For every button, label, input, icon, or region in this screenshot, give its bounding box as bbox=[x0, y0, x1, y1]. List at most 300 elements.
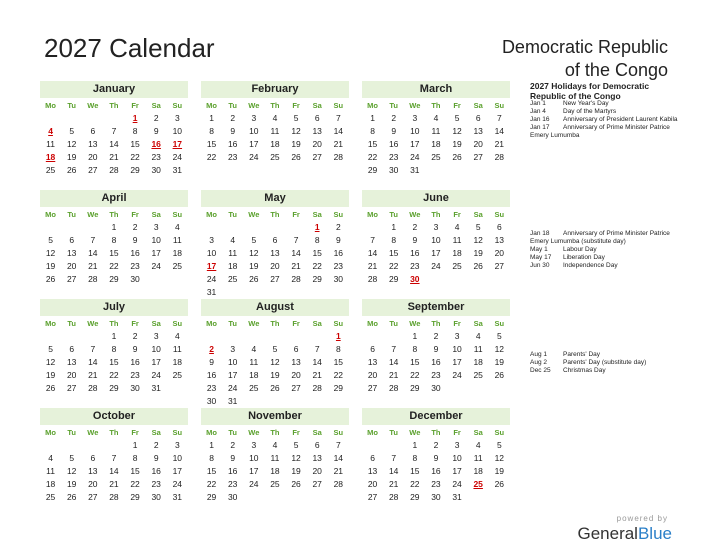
day-cell[interactable]: 23 bbox=[227, 152, 238, 162]
day-cell[interactable]: 27 bbox=[66, 383, 77, 393]
day-cell[interactable]: 29 bbox=[130, 165, 140, 175]
day-cell[interactable]: 18 bbox=[172, 248, 183, 258]
day-cell[interactable]: 6 bbox=[272, 235, 278, 245]
day-cell[interactable]: 2 bbox=[335, 222, 341, 232]
day-cell[interactable]: 18 bbox=[473, 466, 483, 476]
day-cell[interactable]: 29 bbox=[206, 492, 217, 502]
day-cell[interactable]: 6 bbox=[293, 344, 299, 354]
day-cell[interactable]: 21 bbox=[88, 370, 98, 380]
day-cell[interactable]: 21 bbox=[494, 139, 505, 149]
day-cell[interactable]: 23 bbox=[227, 479, 238, 489]
day-cell[interactable]: 5 bbox=[48, 235, 53, 245]
day-cell[interactable]: 26 bbox=[45, 274, 56, 284]
day-cell[interactable]: 12 bbox=[473, 235, 483, 245]
day-cell[interactable]: 12 bbox=[452, 126, 462, 136]
day-cell[interactable]: 7 bbox=[496, 113, 502, 123]
day-cell[interactable]: 12 bbox=[494, 344, 505, 354]
day-cell[interactable]: 13 bbox=[291, 357, 301, 367]
day-cell[interactable]: 7 bbox=[90, 235, 96, 245]
holiday-day-cell[interactable]: 17 bbox=[206, 261, 217, 271]
day-cell[interactable]: 30 bbox=[151, 492, 161, 502]
day-cell[interactable]: 30 bbox=[130, 383, 140, 393]
day-cell[interactable]: 23 bbox=[431, 479, 441, 489]
day-cell[interactable]: 15 bbox=[410, 357, 420, 367]
day-cell[interactable]: 14 bbox=[291, 248, 301, 258]
day-cell[interactable]: 4 bbox=[174, 331, 180, 341]
holiday-day-cell[interactable]: 30 bbox=[410, 274, 420, 284]
day-cell[interactable]: 6 bbox=[69, 235, 75, 245]
day-cell[interactable]: 24 bbox=[249, 479, 259, 489]
day-cell[interactable]: 23 bbox=[151, 152, 161, 162]
day-cell[interactable]: 17 bbox=[249, 139, 259, 149]
day-cell[interactable]: 26 bbox=[270, 383, 280, 393]
day-cell[interactable]: 13 bbox=[66, 357, 77, 367]
day-cell[interactable]: 13 bbox=[88, 139, 98, 149]
day-cell[interactable]: 4 bbox=[251, 344, 257, 354]
day-cell[interactable]: 28 bbox=[494, 152, 505, 162]
day-cell[interactable]: 6 bbox=[496, 222, 502, 232]
day-cell[interactable]: 19 bbox=[66, 152, 77, 162]
day-cell[interactable]: 16 bbox=[410, 248, 420, 258]
day-cell[interactable]: 11 bbox=[249, 357, 259, 367]
holiday-day-cell[interactable]: 25 bbox=[473, 479, 483, 489]
day-cell[interactable]: 18 bbox=[452, 248, 462, 258]
day-cell[interactable]: 31 bbox=[410, 165, 420, 175]
day-cell[interactable]: 18 bbox=[473, 357, 483, 367]
day-cell[interactable]: 13 bbox=[88, 466, 98, 476]
day-cell[interactable]: 19 bbox=[45, 261, 56, 271]
day-cell[interactable]: 6 bbox=[314, 440, 320, 450]
day-cell[interactable]: 8 bbox=[132, 453, 138, 463]
day-cell[interactable]: 17 bbox=[151, 357, 161, 367]
day-cell[interactable]: 8 bbox=[370, 126, 375, 136]
day-cell[interactable]: 27 bbox=[312, 479, 322, 489]
day-cell[interactable]: 2 bbox=[153, 440, 159, 450]
day-cell[interactable]: 11 bbox=[172, 344, 182, 354]
day-cell[interactable]: 23 bbox=[388, 152, 399, 162]
day-cell[interactable]: 22 bbox=[130, 479, 140, 489]
day-cell[interactable]: 15 bbox=[109, 248, 119, 258]
day-cell[interactable]: 9 bbox=[153, 126, 159, 136]
day-cell[interactable]: 2 bbox=[153, 113, 159, 123]
day-cell[interactable]: 14 bbox=[333, 453, 344, 463]
day-cell[interactable]: 18 bbox=[270, 466, 280, 476]
day-cell[interactable]: 29 bbox=[367, 165, 378, 175]
holiday-day-cell[interactable]: 18 bbox=[45, 152, 56, 162]
day-cell[interactable]: 30 bbox=[151, 165, 161, 175]
day-cell[interactable]: 14 bbox=[333, 126, 344, 136]
day-cell[interactable]: 5 bbox=[496, 440, 502, 450]
day-cell[interactable]: 14 bbox=[312, 357, 322, 367]
day-cell[interactable]: 21 bbox=[109, 152, 119, 162]
day-cell[interactable]: 20 bbox=[291, 370, 301, 380]
day-cell[interactable]: 24 bbox=[431, 261, 441, 271]
day-cell[interactable]: 27 bbox=[270, 274, 280, 284]
day-cell[interactable]: 27 bbox=[88, 492, 98, 502]
day-cell[interactable]: 2 bbox=[132, 222, 138, 232]
day-cell[interactable]: 25 bbox=[249, 383, 259, 393]
day-cell[interactable]: 3 bbox=[153, 222, 159, 232]
day-cell[interactable]: 9 bbox=[335, 235, 341, 245]
day-cell[interactable]: 27 bbox=[494, 261, 505, 271]
day-cell[interactable]: 22 bbox=[130, 152, 140, 162]
day-cell[interactable]: 16 bbox=[130, 248, 140, 258]
day-cell[interactable]: 19 bbox=[473, 248, 483, 258]
day-cell[interactable]: 5 bbox=[293, 440, 299, 450]
day-cell[interactable]: 19 bbox=[494, 357, 505, 367]
day-cell[interactable]: 27 bbox=[312, 152, 322, 162]
day-cell[interactable]: 16 bbox=[151, 466, 161, 476]
day-cell[interactable]: 10 bbox=[452, 344, 462, 354]
day-cell[interactable]: 19 bbox=[291, 139, 301, 149]
day-cell[interactable]: 19 bbox=[66, 479, 77, 489]
day-cell[interactable]: 22 bbox=[206, 479, 217, 489]
day-cell[interactable]: 12 bbox=[45, 357, 56, 367]
day-cell[interactable]: 28 bbox=[109, 165, 119, 175]
day-cell[interactable]: 9 bbox=[209, 357, 214, 367]
day-cell[interactable]: 16 bbox=[431, 466, 441, 476]
day-cell[interactable]: 22 bbox=[367, 152, 378, 162]
day-cell[interactable]: 1 bbox=[412, 331, 418, 341]
day-cell[interactable]: 1 bbox=[370, 113, 375, 123]
day-cell[interactable]: 10 bbox=[249, 453, 259, 463]
day-cell[interactable]: 15 bbox=[367, 139, 378, 149]
day-cell[interactable]: 10 bbox=[452, 453, 462, 463]
day-cell[interactable]: 26 bbox=[66, 165, 77, 175]
day-cell[interactable]: 17 bbox=[172, 466, 183, 476]
day-cell[interactable]: 10 bbox=[151, 344, 161, 354]
day-cell[interactable]: 15 bbox=[410, 466, 420, 476]
day-cell[interactable]: 28 bbox=[312, 383, 322, 393]
day-cell[interactable]: 1 bbox=[391, 222, 397, 232]
day-cell[interactable]: 27 bbox=[473, 152, 483, 162]
day-cell[interactable]: 13 bbox=[494, 235, 505, 245]
day-cell[interactable]: 13 bbox=[66, 248, 77, 258]
day-cell[interactable]: 22 bbox=[388, 261, 399, 271]
day-cell[interactable]: 28 bbox=[367, 274, 378, 284]
day-cell[interactable]: 21 bbox=[88, 261, 98, 271]
day-cell[interactable]: 11 bbox=[270, 453, 280, 463]
day-cell[interactable]: 25 bbox=[45, 492, 56, 502]
day-cell[interactable]: 11 bbox=[270, 126, 280, 136]
day-cell[interactable]: 20 bbox=[270, 261, 280, 271]
day-cell[interactable]: 25 bbox=[431, 152, 441, 162]
day-cell[interactable]: 9 bbox=[132, 235, 138, 245]
day-cell[interactable]: 30 bbox=[130, 274, 140, 284]
day-cell[interactable]: 11 bbox=[46, 139, 55, 149]
day-cell[interactable]: 27 bbox=[291, 383, 301, 393]
day-cell[interactable]: 28 bbox=[388, 383, 399, 393]
day-cell[interactable]: 3 bbox=[251, 440, 257, 450]
day-cell[interactable]: 24 bbox=[172, 152, 183, 162]
day-cell[interactable]: 6 bbox=[314, 113, 320, 123]
day-cell[interactable]: 11 bbox=[172, 235, 182, 245]
day-cell[interactable]: 4 bbox=[174, 222, 180, 232]
day-cell[interactable]: 16 bbox=[130, 357, 140, 367]
day-cell[interactable]: 25 bbox=[172, 370, 183, 380]
day-cell[interactable]: 22 bbox=[410, 370, 420, 380]
day-cell[interactable]: 31 bbox=[452, 492, 462, 502]
day-cell[interactable]: 18 bbox=[249, 370, 259, 380]
day-cell[interactable]: 3 bbox=[174, 440, 180, 450]
day-cell[interactable]: 20 bbox=[312, 466, 322, 476]
day-cell[interactable]: 26 bbox=[473, 261, 483, 271]
day-cell[interactable]: 16 bbox=[431, 357, 441, 367]
day-cell[interactable]: 3 bbox=[209, 235, 214, 245]
day-cell[interactable]: 11 bbox=[228, 248, 238, 258]
day-cell[interactable]: 6 bbox=[370, 344, 375, 354]
day-cell[interactable]: 7 bbox=[90, 344, 96, 354]
day-cell[interactable]: 20 bbox=[367, 479, 378, 489]
day-cell[interactable]: 9 bbox=[433, 453, 439, 463]
day-cell[interactable]: 11 bbox=[452, 235, 462, 245]
day-cell[interactable]: 14 bbox=[88, 248, 98, 258]
day-cell[interactable]: 19 bbox=[452, 139, 462, 149]
day-cell[interactable]: 5 bbox=[251, 235, 257, 245]
day-cell[interactable]: 16 bbox=[388, 139, 399, 149]
day-cell[interactable]: 28 bbox=[291, 274, 301, 284]
day-cell[interactable]: 8 bbox=[412, 453, 418, 463]
day-cell[interactable]: 5 bbox=[272, 344, 278, 354]
holiday-day-cell[interactable]: 2 bbox=[209, 344, 214, 354]
day-cell[interactable]: 6 bbox=[90, 453, 96, 463]
day-cell[interactable]: 20 bbox=[367, 370, 378, 380]
day-cell[interactable]: 12 bbox=[66, 139, 77, 149]
day-cell[interactable]: 20 bbox=[312, 139, 322, 149]
day-cell[interactable]: 29 bbox=[410, 492, 420, 502]
day-cell[interactable]: 29 bbox=[410, 383, 420, 393]
day-cell[interactable]: 28 bbox=[109, 492, 119, 502]
day-cell[interactable]: 11 bbox=[431, 126, 441, 136]
day-cell[interactable]: 8 bbox=[111, 235, 117, 245]
day-cell[interactable]: 23 bbox=[130, 370, 140, 380]
day-cell[interactable]: 14 bbox=[367, 248, 378, 258]
day-cell[interactable]: 2 bbox=[433, 440, 439, 450]
day-cell[interactable]: 4 bbox=[272, 440, 278, 450]
holiday-day-cell[interactable]: 1 bbox=[335, 331, 341, 341]
day-cell[interactable]: 12 bbox=[45, 248, 56, 258]
day-cell[interactable]: 22 bbox=[109, 370, 119, 380]
day-cell[interactable]: 21 bbox=[291, 261, 301, 271]
day-cell[interactable]: 22 bbox=[109, 261, 119, 271]
day-cell[interactable]: 21 bbox=[388, 370, 399, 380]
day-cell[interactable]: 1 bbox=[132, 440, 138, 450]
day-cell[interactable]: 11 bbox=[473, 344, 483, 354]
day-cell[interactable]: 24 bbox=[172, 479, 183, 489]
day-cell[interactable]: 22 bbox=[410, 479, 420, 489]
day-cell[interactable]: 22 bbox=[312, 261, 322, 271]
day-cell[interactable]: 20 bbox=[88, 479, 98, 489]
day-cell[interactable]: 4 bbox=[475, 331, 481, 341]
day-cell[interactable]: 9 bbox=[230, 126, 236, 136]
day-cell[interactable]: 10 bbox=[249, 126, 259, 136]
day-cell[interactable]: 11 bbox=[473, 453, 483, 463]
day-cell[interactable]: 10 bbox=[227, 357, 238, 367]
day-cell[interactable]: 31 bbox=[227, 396, 238, 406]
day-cell[interactable]: 20 bbox=[66, 261, 77, 271]
day-cell[interactable]: 9 bbox=[153, 453, 159, 463]
day-cell[interactable]: 10 bbox=[172, 126, 183, 136]
holiday-day-cell[interactable]: 1 bbox=[132, 113, 138, 123]
day-cell[interactable]: 25 bbox=[473, 370, 483, 380]
day-cell[interactable]: 27 bbox=[367, 492, 378, 502]
day-cell[interactable]: 31 bbox=[172, 165, 183, 175]
day-cell[interactable]: 17 bbox=[431, 248, 441, 258]
day-cell[interactable]: 28 bbox=[88, 383, 98, 393]
day-cell[interactable]: 12 bbox=[291, 453, 301, 463]
day-cell[interactable]: 29 bbox=[312, 274, 322, 284]
day-cell[interactable]: 15 bbox=[388, 248, 399, 258]
day-cell[interactable]: 16 bbox=[227, 466, 238, 476]
day-cell[interactable]: 21 bbox=[109, 479, 119, 489]
day-cell[interactable]: 20 bbox=[473, 139, 483, 149]
day-cell[interactable]: 12 bbox=[249, 248, 259, 258]
day-cell[interactable]: 23 bbox=[130, 261, 140, 271]
day-cell[interactable]: 3 bbox=[251, 113, 257, 123]
day-cell[interactable]: 6 bbox=[370, 453, 375, 463]
day-cell[interactable]: 2 bbox=[412, 222, 418, 232]
day-cell[interactable]: 29 bbox=[333, 383, 344, 393]
day-cell[interactable]: 14 bbox=[494, 126, 505, 136]
day-cell[interactable]: 26 bbox=[494, 370, 505, 380]
day-cell[interactable]: 25 bbox=[45, 165, 56, 175]
day-cell[interactable]: 7 bbox=[111, 453, 117, 463]
holiday-day-cell[interactable]: 16 bbox=[151, 139, 161, 149]
day-cell[interactable]: 29 bbox=[388, 274, 399, 284]
day-cell[interactable]: 8 bbox=[314, 235, 320, 245]
day-cell[interactable]: 5 bbox=[293, 113, 299, 123]
day-cell[interactable]: 7 bbox=[293, 235, 299, 245]
day-cell[interactable]: 26 bbox=[291, 152, 301, 162]
day-cell[interactable]: 3 bbox=[412, 113, 418, 123]
day-cell[interactable]: 3 bbox=[454, 331, 460, 341]
day-cell[interactable]: 25 bbox=[270, 152, 280, 162]
day-cell[interactable]: 31 bbox=[172, 492, 183, 502]
day-cell[interactable]: 17 bbox=[410, 139, 420, 149]
day-cell[interactable]: 29 bbox=[130, 492, 140, 502]
day-cell[interactable]: 25 bbox=[227, 274, 238, 284]
day-cell[interactable]: 8 bbox=[209, 126, 214, 136]
day-cell[interactable]: 19 bbox=[291, 466, 301, 476]
day-cell[interactable]: 26 bbox=[494, 479, 505, 489]
day-cell[interactable]: 8 bbox=[111, 344, 117, 354]
day-cell[interactable]: 19 bbox=[494, 466, 505, 476]
day-cell[interactable]: 12 bbox=[270, 357, 280, 367]
day-cell[interactable]: 9 bbox=[433, 344, 439, 354]
day-cell[interactable]: 13 bbox=[312, 453, 322, 463]
day-cell[interactable]: 10 bbox=[151, 235, 161, 245]
day-cell[interactable]: 13 bbox=[270, 248, 280, 258]
day-cell[interactable]: 15 bbox=[312, 248, 322, 258]
day-cell[interactable]: 23 bbox=[431, 370, 441, 380]
day-cell[interactable]: 16 bbox=[206, 370, 217, 380]
day-cell[interactable]: 18 bbox=[45, 479, 56, 489]
day-cell[interactable]: 17 bbox=[452, 357, 462, 367]
day-cell[interactable]: 23 bbox=[333, 261, 344, 271]
day-cell[interactable]: 24 bbox=[151, 370, 161, 380]
day-cell[interactable]: 7 bbox=[335, 440, 341, 450]
day-cell[interactable]: 30 bbox=[227, 492, 238, 502]
day-cell[interactable]: 14 bbox=[109, 139, 119, 149]
day-cell[interactable]: 20 bbox=[66, 370, 77, 380]
day-cell[interactable]: 12 bbox=[66, 466, 77, 476]
day-cell[interactable]: 4 bbox=[48, 453, 53, 463]
day-cell[interactable]: 6 bbox=[475, 113, 481, 123]
day-cell[interactable]: 27 bbox=[66, 274, 77, 284]
day-cell[interactable]: 7 bbox=[370, 235, 375, 245]
day-cell[interactable]: 1 bbox=[209, 113, 214, 123]
day-cell[interactable]: 18 bbox=[431, 139, 441, 149]
day-cell[interactable]: 30 bbox=[431, 383, 441, 393]
day-cell[interactable]: 3 bbox=[433, 222, 439, 232]
day-cell[interactable]: 10 bbox=[431, 235, 441, 245]
day-cell[interactable]: 5 bbox=[496, 331, 502, 341]
day-cell[interactable]: 7 bbox=[391, 453, 397, 463]
day-cell[interactable]: 26 bbox=[66, 492, 77, 502]
day-cell[interactable]: 2 bbox=[230, 113, 236, 123]
day-cell[interactable]: 9 bbox=[412, 235, 418, 245]
day-cell[interactable]: 31 bbox=[206, 287, 217, 297]
day-cell[interactable]: 2 bbox=[433, 331, 439, 341]
day-cell[interactable]: 3 bbox=[454, 440, 460, 450]
day-cell[interactable]: 24 bbox=[249, 152, 259, 162]
day-cell[interactable]: 5 bbox=[69, 126, 75, 136]
day-cell[interactable]: 7 bbox=[111, 126, 117, 136]
day-cell[interactable]: 14 bbox=[388, 466, 399, 476]
day-cell[interactable]: 15 bbox=[130, 466, 140, 476]
day-cell[interactable]: 22 bbox=[333, 370, 344, 380]
day-cell[interactable]: 13 bbox=[473, 126, 483, 136]
day-cell[interactable]: 1 bbox=[111, 222, 117, 232]
day-cell[interactable]: 24 bbox=[452, 479, 462, 489]
day-cell[interactable]: 27 bbox=[88, 165, 98, 175]
day-cell[interactable]: 13 bbox=[367, 466, 378, 476]
day-cell[interactable]: 17 bbox=[227, 370, 238, 380]
day-cell[interactable]: 29 bbox=[109, 274, 119, 284]
day-cell[interactable]: 18 bbox=[270, 139, 280, 149]
day-cell[interactable]: 10 bbox=[206, 248, 217, 258]
day-cell[interactable]: 30 bbox=[333, 274, 344, 284]
day-cell[interactable]: 2 bbox=[391, 113, 397, 123]
holiday-day-cell[interactable]: 1 bbox=[314, 222, 320, 232]
day-cell[interactable]: 20 bbox=[494, 248, 505, 258]
day-cell[interactable]: 23 bbox=[151, 479, 161, 489]
day-cell[interactable]: 26 bbox=[249, 274, 259, 284]
day-cell[interactable]: 26 bbox=[291, 479, 301, 489]
day-cell[interactable]: 15 bbox=[130, 139, 140, 149]
day-cell[interactable]: 4 bbox=[475, 440, 481, 450]
day-cell[interactable]: 17 bbox=[249, 466, 259, 476]
day-cell[interactable]: 8 bbox=[412, 344, 418, 354]
day-cell[interactable]: 11 bbox=[46, 466, 55, 476]
day-cell[interactable]: 21 bbox=[333, 466, 344, 476]
day-cell[interactable]: 14 bbox=[388, 357, 399, 367]
day-cell[interactable]: 4 bbox=[230, 235, 236, 245]
day-cell[interactable]: 5 bbox=[69, 453, 75, 463]
day-cell[interactable]: 26 bbox=[45, 383, 56, 393]
day-cell[interactable]: 3 bbox=[230, 344, 236, 354]
day-cell[interactable]: 5 bbox=[454, 113, 460, 123]
day-cell[interactable]: 5 bbox=[48, 344, 53, 354]
day-cell[interactable]: 25 bbox=[452, 261, 462, 271]
day-cell[interactable]: 12 bbox=[494, 453, 505, 463]
day-cell[interactable]: 8 bbox=[132, 126, 138, 136]
day-cell[interactable]: 5 bbox=[475, 222, 481, 232]
day-cell[interactable]: 28 bbox=[88, 274, 98, 284]
day-cell[interactable]: 25 bbox=[172, 261, 183, 271]
day-cell[interactable]: 8 bbox=[391, 235, 397, 245]
day-cell[interactable]: 28 bbox=[333, 479, 344, 489]
